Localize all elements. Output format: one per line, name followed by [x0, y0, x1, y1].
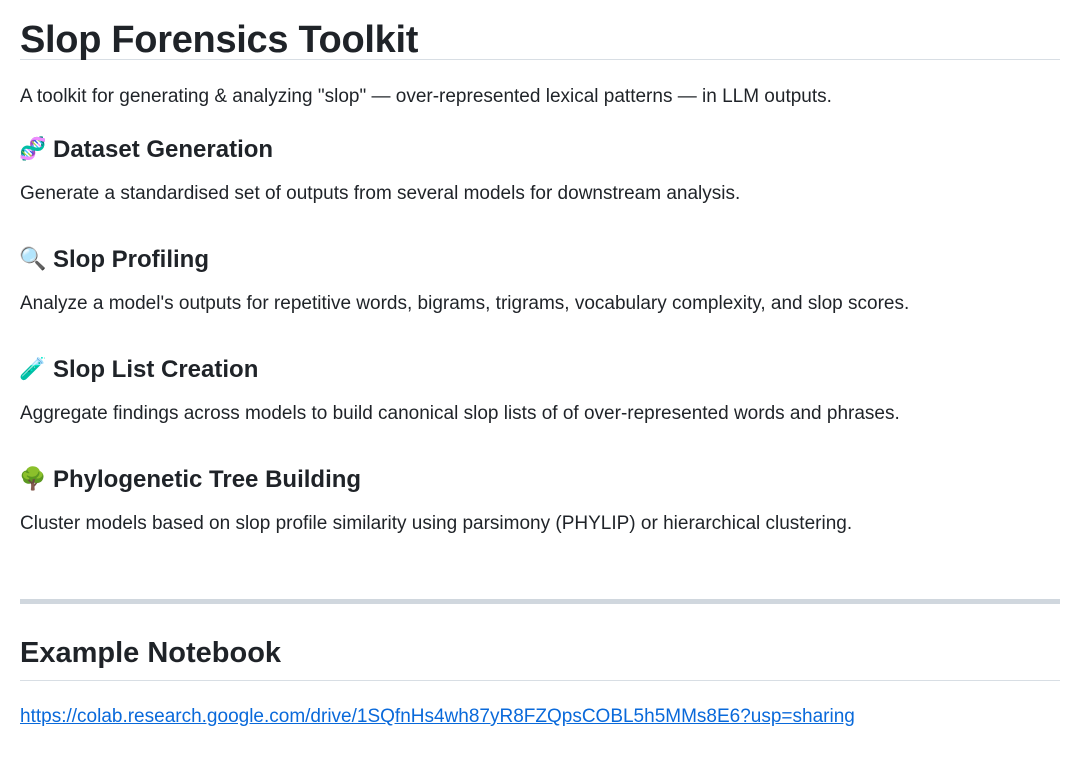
page-title: Slop Forensics Toolkit [20, 19, 419, 61]
section-phylogenetic-tree-building [20, 461, 1060, 571]
section-heading-text: Slop List Creation [53, 356, 259, 383]
section-heading-text: Dataset Generation [53, 136, 274, 163]
section-heading-text: Phylogenetic Tree Building [53, 466, 362, 493]
section-description: Generate a standardised set of outputs from several models for downstream analysis. [20, 183, 741, 204]
section-description: Cluster models based on slop profile similarity using parsimony (PHYLIP) or hierarchical clustering. [20, 513, 853, 534]
tree-icon: 🌳 [19, 467, 47, 492]
section-heading [20, 241, 1060, 279]
section-heading [20, 351, 1060, 389]
intro-paragraph: A toolkit for generating & analyzing "slop" — over-represented lexical patterns — in LLM outputs. [20, 86, 832, 107]
section-description: Aggregate findings across models to build canonical slop lists of of over-represented words and phrases. [20, 403, 900, 424]
section-slop-profiling [20, 241, 1060, 351]
section-heading-text: Slop Profiling [53, 246, 209, 273]
magnifying-glass-icon: 🔍 [19, 247, 47, 272]
test-tube-icon: 🧪 [19, 357, 47, 382]
section-description: Analyze a model's outputs for repetitive words, bigrams, trigrams, vocabulary complexity, and slop scores. [20, 293, 910, 314]
example-heading-divider [20, 680, 1060, 681]
horizontal-rule [20, 599, 1060, 604]
section-dataset-generation [20, 131, 1060, 241]
section-heading [20, 461, 1060, 499]
section-heading [20, 131, 1060, 169]
section-slop-list-creation [20, 351, 1060, 461]
dna-icon: 🧬 [19, 137, 47, 162]
colab-notebook-link[interactable]: https://colab.research.google.com/drive/1SQfnHs4wh87yR8FZQpsCOBL5h5MMs8E6?usp=sharing [20, 706, 855, 727]
example-notebook-heading: Example Notebook [20, 637, 282, 669]
